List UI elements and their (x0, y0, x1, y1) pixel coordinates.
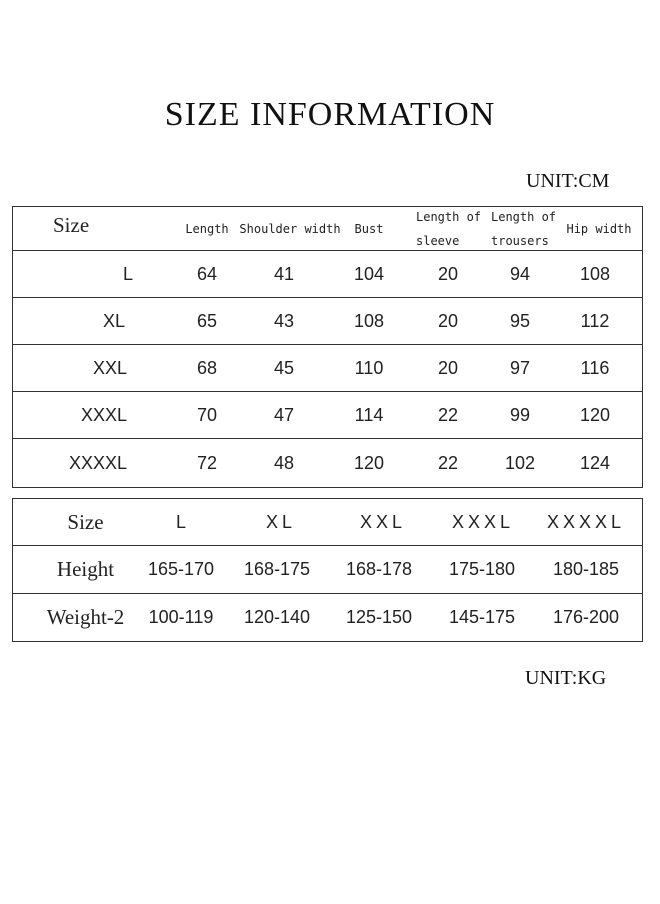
cell-trousers: 102 (504, 452, 536, 473)
cell-shoulder: 47 (273, 404, 295, 425)
fit-height: 165-170 (147, 559, 215, 579)
cell-bust: 110 (354, 357, 384, 378)
cell-trousers: 99 (509, 404, 531, 425)
fit-height: 175-180 (448, 559, 516, 579)
cell-shoulder: 41 (273, 263, 295, 284)
row-size: L (122, 263, 133, 284)
unit-kg-label: UNIT:KG (525, 667, 607, 689)
cell-sleeve: 20 (437, 263, 459, 284)
fit-weight: 100-119 (148, 607, 214, 627)
cell-hip: 112 (580, 310, 610, 331)
cell-shoulder: 48 (273, 452, 295, 473)
cell-bust: 104 (353, 263, 385, 284)
cell-length: 72 (196, 452, 218, 473)
header-shoulder-width: Shoulder width (239, 221, 341, 236)
header-sleeve: Length of sleeve (416, 209, 482, 248)
header-length: Length (185, 221, 229, 236)
fit-weight-row (13, 594, 642, 641)
fit-weight-label: Weight-2 (46, 605, 125, 629)
fit-size: L (175, 511, 190, 532)
header-bust: Bust (354, 221, 384, 236)
fit-weight: 145-175 (448, 607, 516, 627)
row-size: XXL (92, 357, 127, 378)
cell-sleeve: 22 (437, 452, 459, 473)
table-row (13, 345, 642, 392)
fit-weight: 176-200 (552, 607, 620, 627)
fit-weight: 120-140 (243, 607, 311, 627)
cell-shoulder: 45 (273, 357, 295, 378)
header-hip-width: Hip width (566, 221, 632, 236)
page-title: SIZE INFORMATION (164, 96, 496, 133)
fit-size: XXXXL (546, 511, 626, 532)
cell-bust: 108 (353, 310, 385, 331)
table-header-row (13, 207, 642, 251)
header-trousers: Length of trousers (491, 209, 557, 248)
cell-shoulder: 43 (273, 310, 295, 331)
cell-length: 68 (196, 357, 218, 378)
cell-sleeve: 22 (437, 404, 459, 425)
fit-weight: 125-150 (345, 607, 413, 627)
cell-hip: 120 (579, 404, 611, 425)
cell-length: 64 (196, 263, 218, 284)
cell-bust: 120 (353, 452, 385, 473)
cell-trousers: 95 (509, 310, 531, 331)
fit-size-label: Size (67, 509, 104, 534)
cell-sleeve: 20 (437, 310, 459, 331)
cell-trousers: 94 (509, 263, 531, 284)
cell-hip: 108 (579, 263, 611, 284)
fit-height-label: Height (56, 557, 115, 581)
table-row (13, 298, 642, 345)
header-size: Size (53, 213, 90, 237)
fit-height: 168-175 (243, 559, 311, 579)
cell-hip: 116 (580, 357, 610, 378)
fit-size: XL (265, 511, 297, 532)
fit-height: 180-185 (552, 559, 620, 579)
unit-cm-label: UNIT:CM (526, 170, 610, 192)
table-row (13, 251, 642, 298)
cell-sleeve: 20 (437, 357, 459, 378)
cell-trousers: 97 (509, 357, 531, 378)
fit-table (12, 498, 643, 642)
measurement-table (12, 206, 643, 488)
fit-size: XXL (359, 511, 407, 532)
cell-length: 65 (196, 310, 218, 331)
row-size: XL (102, 310, 125, 331)
fit-size: XXXL (451, 511, 515, 532)
fit-height-row (13, 546, 642, 594)
cell-length: 70 (196, 404, 218, 425)
cell-bust: 114 (354, 404, 384, 425)
table-row (13, 439, 642, 487)
fit-height: 168-178 (345, 559, 413, 579)
table-row (13, 392, 642, 439)
fit-size-row (13, 499, 642, 546)
row-size: XXXXL (68, 452, 127, 473)
row-size: XXXL (80, 404, 127, 425)
cell-hip: 124 (579, 452, 611, 473)
